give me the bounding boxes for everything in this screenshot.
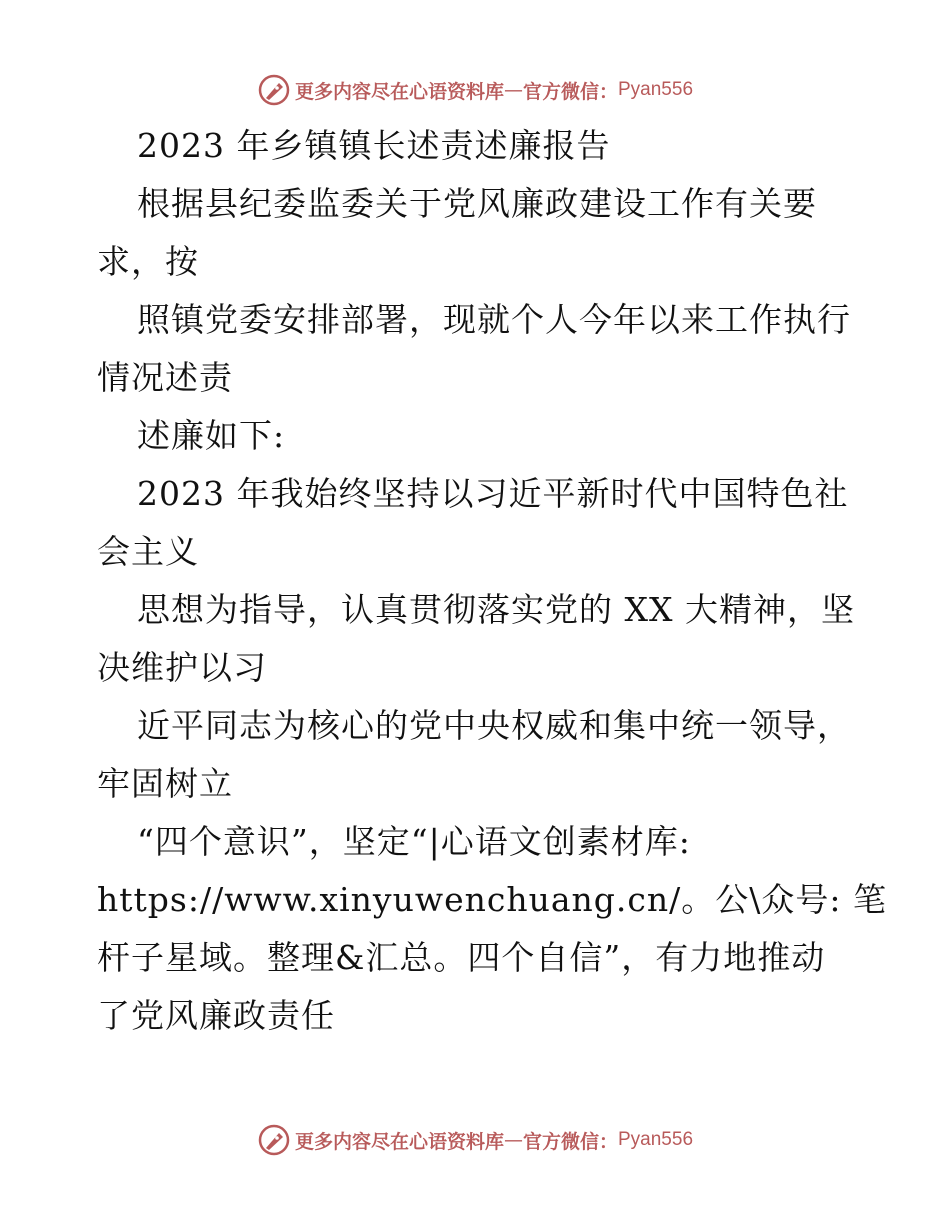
header-wechat-label: 官方微信： — [522, 80, 618, 103]
document-title: 2023 年乡镇镇长述责述廉报告 — [137, 126, 611, 165]
paragraph-line: https://www.xinyuwenchuang.cn/。公\众号: 笔 — [97, 880, 887, 919]
footer-banner — [0, 1120, 950, 1160]
header-brand-text: 更多内容尽在心语资料库 — [294, 80, 504, 103]
pen-nib-logo-icon — [257, 1123, 291, 1157]
paragraph-line: 根据县纪委监委关于党风廉政建设工作有关要 — [137, 184, 817, 223]
footer-wechat-id: Pyan556 — [618, 1129, 694, 1150]
footer-separator: — — [503, 1129, 523, 1151]
paragraph-line: 情况述责 — [97, 358, 233, 397]
paragraph-line: 2023 年我始终坚持以习近平新时代中国特色社 — [137, 474, 849, 513]
header-wechat-id: Pyan556 — [618, 79, 694, 100]
paragraph-line: 杆子星域。整理&汇总。四个自信”，有力地推动 — [97, 938, 826, 977]
paragraph-line: 思想为指导，认真贯彻落实党的 XX 大精神，坚 — [137, 590, 855, 629]
paragraph-line: 决维护以习 — [97, 648, 267, 687]
document-body — [97, 117, 887, 1045]
pen-nib-logo-icon — [257, 73, 291, 107]
footer-brand-text: 更多内容尽在心语资料库 — [294, 1130, 504, 1153]
footer-wechat-label: 官方微信： — [522, 1130, 618, 1153]
paragraph-line: 牢固树立 — [97, 764, 233, 803]
paragraph-line: “四个意识”，坚定“|心语文创素材库: — [137, 822, 691, 861]
header-separator: — — [503, 79, 523, 101]
paragraph-line: 了党风廉政责任 — [97, 996, 335, 1035]
paragraph-line: 近平同志为核心的党中央权威和集中统一领导， — [137, 706, 851, 745]
paragraph-line: 求，按 — [97, 242, 199, 281]
paragraph-line: 述廉如下: — [137, 416, 286, 455]
header-banner — [0, 70, 950, 110]
paragraph-line: 会主义 — [97, 532, 199, 571]
paragraph-line: 照镇党委安排部署，现就个人今年以来工作执行 — [137, 300, 851, 339]
